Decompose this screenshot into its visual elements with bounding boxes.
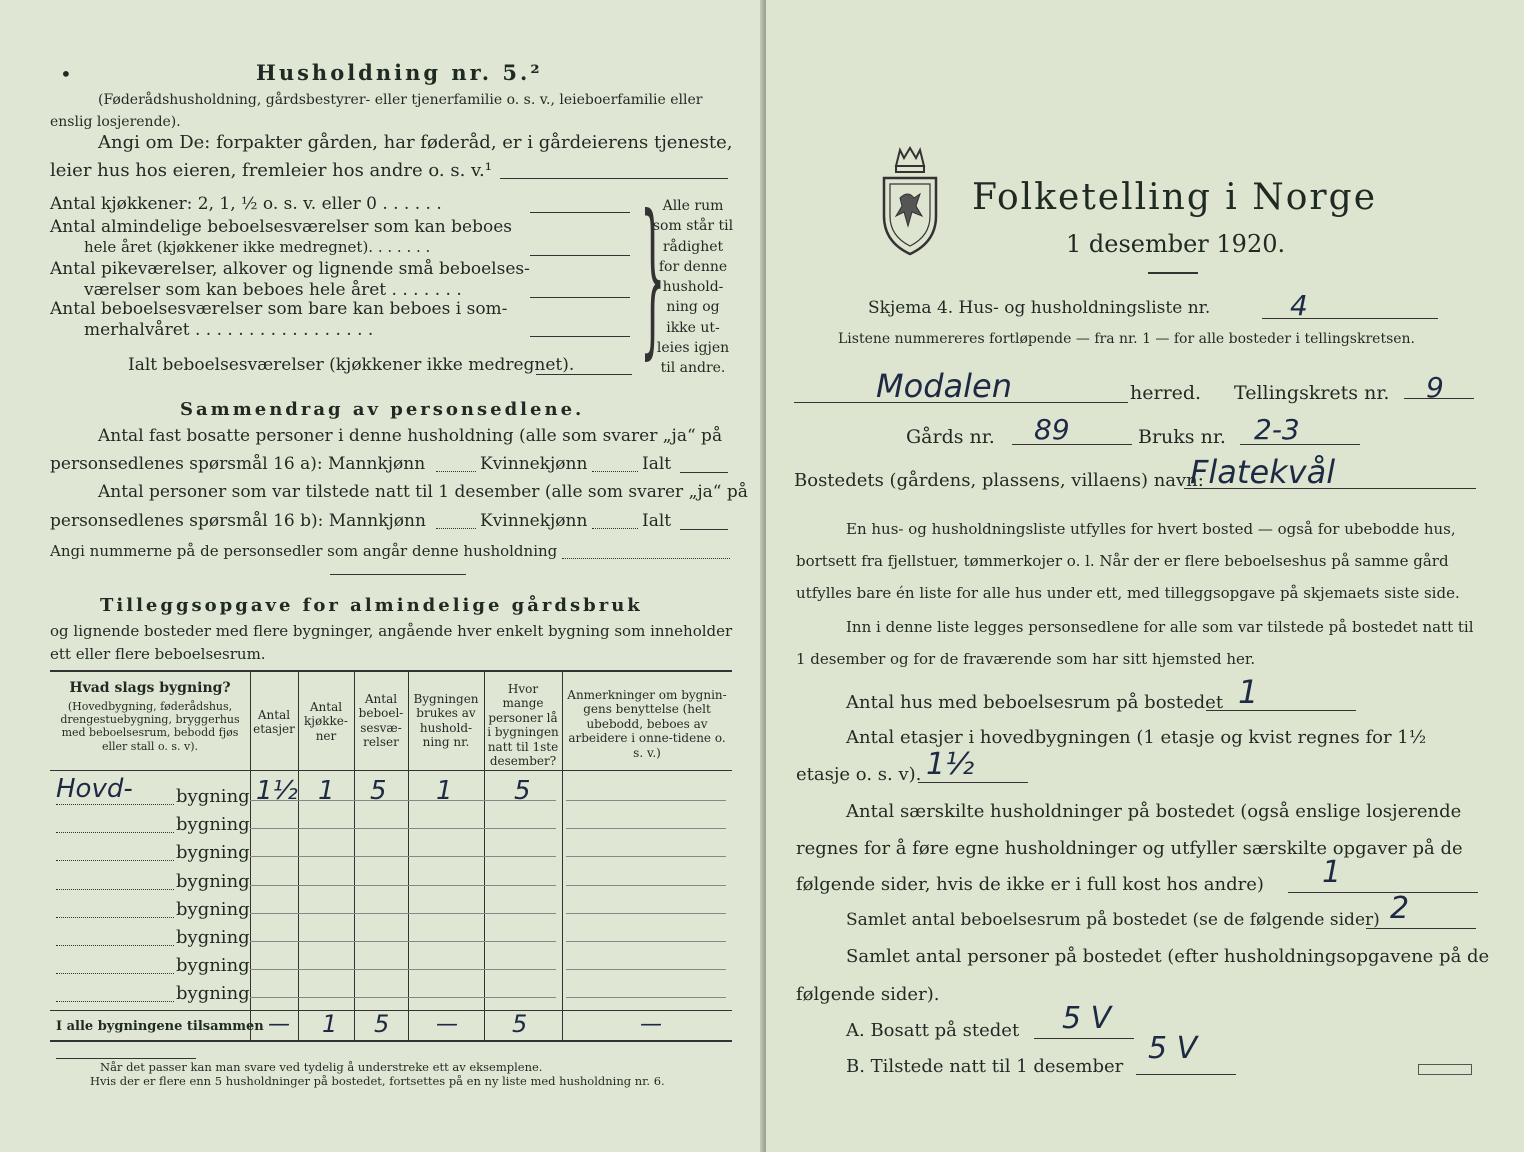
angi-numbers: Angi nummerne på de personsedler som angår denne husholdning [50, 542, 558, 560]
rooms-line [530, 255, 630, 256]
q4-value: 2 [1390, 891, 1410, 926]
building-row-label: bygning [176, 814, 250, 836]
herred-line [794, 402, 1128, 403]
row1-kitchens-handwritten: 1 [318, 776, 335, 806]
gards-value: 89 [1034, 413, 1070, 446]
header-kitchens: Antal kjøkke-ner [304, 700, 348, 743]
summary-2b: personsedlenes spørsmål 16 b): Mannkjønn [50, 511, 426, 531]
maid-line [530, 297, 630, 298]
separator-short [330, 574, 466, 575]
row1-floors-handwritten: 1½ [256, 776, 298, 806]
summary-1-female-line [592, 471, 638, 472]
brace: } [640, 183, 666, 377]
main-title: Folketelling i Norge [972, 177, 1377, 218]
table-total-border [50, 1010, 732, 1011]
q5-persons-a: Samlet antal personer på bostedet (efter husholdningsopgavene på de [846, 946, 1490, 967]
side-note-line: ning og [666, 299, 720, 316]
footnote-1: Når det passer kan man svare ved tydelig å understreke ett av eksemplene. [100, 1060, 543, 1074]
tillegg-text-1: og lignende bosteder med flere bygninger, angående hver enkelt bygning som inneholder [50, 622, 733, 640]
q5-persons-b: følgende sider). [796, 984, 940, 1005]
q-a-value: 5 V [1062, 1001, 1112, 1036]
q3-line [1288, 892, 1478, 893]
building-row-type-line [56, 1001, 174, 1002]
building-row-line [250, 885, 556, 886]
right-page [766, 0, 1524, 1152]
krets-label: Tellingskrets nr. [1234, 382, 1390, 404]
q1-line [1206, 710, 1356, 711]
summary-2-female-line [592, 528, 638, 529]
q4-line [1366, 928, 1476, 929]
building-row-label: bygning [176, 898, 250, 920]
rooms-row-1: Antal almindelige beboelsesværelser som kan beboes [50, 217, 512, 237]
q2-value: 1½ [926, 747, 975, 782]
building-row-type-line [56, 889, 174, 890]
q3-value: 1 [1322, 855, 1342, 890]
header-used-by: Bygningen brukes av hushold-ning nr. [413, 692, 479, 750]
q2-line [918, 782, 1028, 783]
side-note-line: rådighet [662, 238, 724, 255]
summary-2-female-label: Kvinnekjønn [480, 511, 588, 531]
footnote-2: Hvis der er flere enn 5 husholdninger på bostedet, fortsettes på en ny liste med husholdning nr. 6. [90, 1074, 665, 1088]
ialt-line [536, 374, 632, 375]
building-row-label: bygning [176, 927, 250, 948]
q3-households-b: regnes for å føre egne husholdninger og utfyller særskilte opgaver på de [796, 838, 1463, 859]
rooms-row-2: hele året (kjøkkener ikke medregnet). . . . . . . [84, 238, 431, 256]
building-row-remark-line [566, 969, 726, 970]
summary-2-total-line [680, 529, 728, 530]
building-row-remark-line [566, 941, 726, 942]
side-note [650, 196, 736, 379]
kitchens-line [530, 212, 630, 213]
building-row-remark-line [566, 885, 726, 886]
building-row-line [250, 969, 556, 970]
total-kitchens: 1 [322, 1010, 338, 1038]
building-row-label: bygning [176, 842, 250, 864]
col-border-6 [562, 672, 563, 1040]
bosted-label: Bostedets (gårdens, plassens, villaens) navn: [794, 470, 1204, 491]
printer-stamp [1418, 1064, 1472, 1075]
instruction-2b: 1 desember og for de fraværende som har sitt hjemsted her. [796, 650, 1256, 668]
census-date: 1 desember 1920. [1066, 230, 1286, 258]
coat-of-arms-icon [878, 146, 942, 258]
summer-rooms-row-2: merhalvåret . . . . . . . . . . . . . . . . . [84, 320, 374, 340]
building-row-type-line [56, 945, 174, 946]
household-subtitle-2: enslig losjerende). [50, 114, 181, 130]
household-title: Husholdning nr. 5.² [256, 60, 543, 85]
header-building-type: Hvad slags bygning? [69, 680, 231, 696]
household-subtitle-1: (Føderådshusholdning, gårdsbestyrer- eller tjenerfamilie o. s. v., leieboerfamilie eller [98, 92, 703, 108]
bruks-value: 2-3 [1254, 413, 1300, 446]
summary-1a: Antal fast bosatte personer i denne husholdning (alle som svarer „ja“ på [98, 426, 723, 446]
summary-2-total-label: Ialt [642, 511, 672, 531]
building-row-remark-line [566, 828, 726, 829]
q3-households-c: følgende sider, hvis de ikke er i full kost hos andre) [796, 874, 1264, 895]
schema-label: Skjema 4. Hus- og husholdningsliste nr. [868, 298, 1211, 318]
building-row-line [250, 913, 556, 914]
summary-2a: Antal personer som var tilstede natt til 1 desember (alle som svarer „ja“ på [98, 482, 748, 502]
q2-floors-a: Antal etasjer i hovedbygningen (1 etasje og kvist regnes for 1½ [846, 727, 1427, 748]
building-row-type-line [56, 917, 174, 918]
instruction-2a: Inn i denne liste legges personsedlene for alle som var tilstede på bostedet natt til [846, 618, 1474, 636]
q-a-resident: A. Bosatt på stedet [846, 1020, 1020, 1041]
tillegg-title: Tilleggsopgave for almindelige gårdsbruk [100, 595, 643, 616]
instruction-1c: utfylles bare én liste for alle hus under ett, med tilleggsopgave på skjemaets siste side. [796, 584, 1460, 602]
building-row-remark-line [566, 997, 726, 998]
table-header-border [50, 770, 732, 771]
row1-persons-handwritten: 5 [514, 776, 531, 806]
bosted-value: Flatekvål [1190, 453, 1336, 491]
herred-label: herred. [1130, 382, 1202, 404]
summary-2-male-line [436, 528, 476, 529]
maid-rooms-row-1: Antal pikeværelser, alkover og lignende små beboelses- [50, 259, 530, 279]
q3-households-a: Antal særskilte husholdninger på bostedet (også enslige losjerende [846, 801, 1462, 822]
total-remarks: — [640, 1012, 662, 1037]
gards-line [1012, 444, 1132, 445]
q-a-line [1034, 1038, 1134, 1039]
building-row-label: bygning [176, 983, 250, 1005]
summer-line [530, 336, 630, 337]
q-b-present: B. Tilstede natt til 1 desember [846, 1056, 1124, 1077]
side-note-line: til andre. [660, 360, 726, 377]
footnote-rule [56, 1058, 196, 1059]
summer-rooms-row-1: Antal beboelsesværelser som bare kan beboes i som- [50, 299, 508, 319]
title-rule [1148, 272, 1198, 274]
side-note-line: ikke ut- [666, 319, 720, 336]
summary-1-female-label: Kvinnekjønn [480, 454, 588, 474]
building-row-label: bygning [176, 955, 250, 977]
table-bottom-border [50, 1040, 732, 1042]
q1-houses: Antal hus med beboelsesrum på bostedet [846, 692, 1224, 713]
header-persons: Hvor mange personer lå i bygningen natt til 1ste desember? [487, 682, 559, 768]
schema-number: 4 [1290, 289, 1308, 322]
herred-value: Modalen [876, 367, 1012, 405]
schema-line [1262, 318, 1438, 319]
q4-rooms: Samlet antal beboelsesrum på bostedet (se de følgende sider) [846, 910, 1380, 930]
table-top-border [50, 670, 732, 672]
krets-value: 9 [1426, 371, 1444, 404]
tillegg-text-2: ett eller flere beboelsesrum. [50, 645, 266, 663]
building-row-type-line [56, 804, 174, 805]
list-numbering-note: Listene nummereres fortløpende — fra nr. 1 — for alle bosteder i tellingskretsen. [838, 331, 1416, 347]
side-note-line: leies igjen [656, 340, 730, 357]
side-note-line: som står til [652, 218, 734, 235]
summary-1-total-line [680, 472, 728, 473]
row1-household-handwritten: 1 [436, 776, 453, 806]
gards-label: Gårds nr. [906, 426, 995, 448]
bruks-label: Bruks nr. [1138, 426, 1226, 448]
q1-value: 1 [1238, 673, 1259, 711]
total-persons: 5 [512, 1010, 528, 1038]
header-rooms: Antal beboel-sesvæ-relser [358, 692, 404, 750]
building-row-label: bygning [176, 870, 250, 892]
summary-1b: personsedlenes spørsmål 16 a): Mannkjønn [50, 454, 426, 474]
row1-type-handwritten: Hovd- [56, 774, 133, 804]
summary-title: Sammendrag av personsedlene. [180, 399, 585, 420]
building-row-label: bygning [176, 786, 250, 807]
building-row-type-line [56, 860, 174, 861]
side-note-line: Alle rum [662, 198, 724, 214]
q-b-value: 5 V [1148, 1031, 1198, 1066]
building-row-remark-line [566, 913, 726, 914]
building-row-line [250, 828, 556, 829]
total-label: I alle bygningene tilsammen [56, 1019, 264, 1034]
q-b-line [1136, 1074, 1236, 1075]
bullet: • [60, 62, 72, 86]
side-note-line: hushold- [662, 279, 724, 296]
maid-rooms-row-2: værelser som kan beboes hele året . . . . . . . [84, 280, 462, 300]
side-note-line: for denne [658, 258, 728, 275]
angi-line [562, 558, 730, 559]
instruction-1b: bortsett fra fjellstuer, tømmerkojer o. l. Når der er flere beboelseshus på samme gård [796, 552, 1449, 570]
building-row-remark-line [566, 856, 726, 857]
instruction-1a: En hus- og husholdningsliste utfylles for hvert bosted — også for ubebodde hus, [846, 520, 1456, 538]
building-row-remark-line [566, 800, 726, 801]
header-building-type-sub: (Hovedbygning, føderådshus, drengestuebygning, bryggerhus med beboelsesrum, bebodd fjøs eller stall o. s. v). [60, 700, 240, 753]
header-floors: Antal etasjer [253, 708, 295, 737]
ialt-rooms-row: Ialt beboelsesværelser (kjøkkener ikke medregnet). [128, 355, 575, 375]
building-row-line [250, 941, 556, 942]
kitchens-row: Antal kjøkkener: 2, 1, ½ o. s. v. eller 0 . . . . . . [50, 194, 442, 214]
total-rooms: 5 [374, 1010, 390, 1038]
q2-floors-b: etasje o. s. v). [796, 764, 922, 785]
building-row-type-line [56, 832, 174, 833]
ask-line-2: leier hus hos eieren, fremleier hos andre o. s. v.¹ [50, 160, 492, 181]
building-row-type-line [56, 973, 174, 974]
summary-1-total-label: Ialt [642, 454, 672, 474]
total-floors: — [268, 1012, 290, 1037]
row1-rooms-handwritten: 5 [370, 776, 387, 806]
building-row-line [250, 856, 556, 857]
total-household: — [436, 1012, 458, 1037]
summary-1-male-line [436, 471, 476, 472]
ask-answer-line [500, 178, 728, 179]
ask-line-1: Angi om De: forpakter gården, har føderåd, er i gårdeierens tjeneste, [98, 132, 733, 153]
building-row-line [250, 997, 556, 998]
header-remarks: Anmerkninger om bygnin-gens benyttelse (helt ubebodd, beboes av arbeidere i onne-tidene o. s. v.) [567, 688, 727, 760]
